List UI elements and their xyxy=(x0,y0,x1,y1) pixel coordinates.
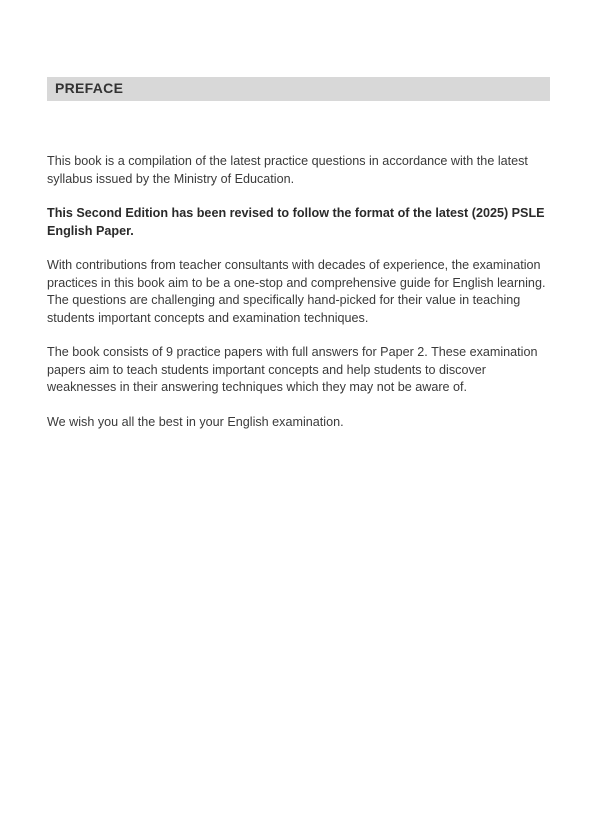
paragraph-line: The questions are challenging and specifically hand-picked for their value in teaching xyxy=(47,293,521,307)
paragraph-line: weaknesses in their answering techniques which they may not be aware of. xyxy=(47,380,468,394)
paragraph-edition-note xyxy=(47,205,552,240)
paragraph-line: syllabus issued by the Ministry of Education. xyxy=(47,171,295,186)
paragraph-line: We wish you all the best in your English examination. xyxy=(47,414,344,429)
paragraph-line: This book is a compilation of the latest practice questions in accordance with the latest xyxy=(47,154,528,168)
paragraph-line: students important concepts and examination techniques. xyxy=(47,310,369,325)
paragraph-line: practices in this book aim to be a one-stop and comprehensive guide for English learning. xyxy=(47,275,546,290)
preface-body xyxy=(47,153,552,448)
paragraph-line: With contributions from teacher consultants with decades of experience, the examination xyxy=(47,258,541,272)
paragraph-contributions xyxy=(47,257,552,327)
paragraph-contents xyxy=(47,344,552,397)
paragraph-line: papers aim to teach students important concepts and help students to discover xyxy=(47,362,486,377)
section-heading-title: PREFACE xyxy=(55,80,124,96)
paragraph-intro xyxy=(47,153,552,188)
section-heading-bar xyxy=(47,77,550,101)
paragraph-line: The book consists of 9 practice papers with full answers for Paper 2. These examination xyxy=(47,345,538,359)
paragraph-line: This Second Edition has been revised to follow the format of the latest (2025) PSLE xyxy=(47,206,545,220)
paragraph-line: English Paper. xyxy=(47,223,134,238)
paragraph-closing xyxy=(47,414,552,432)
